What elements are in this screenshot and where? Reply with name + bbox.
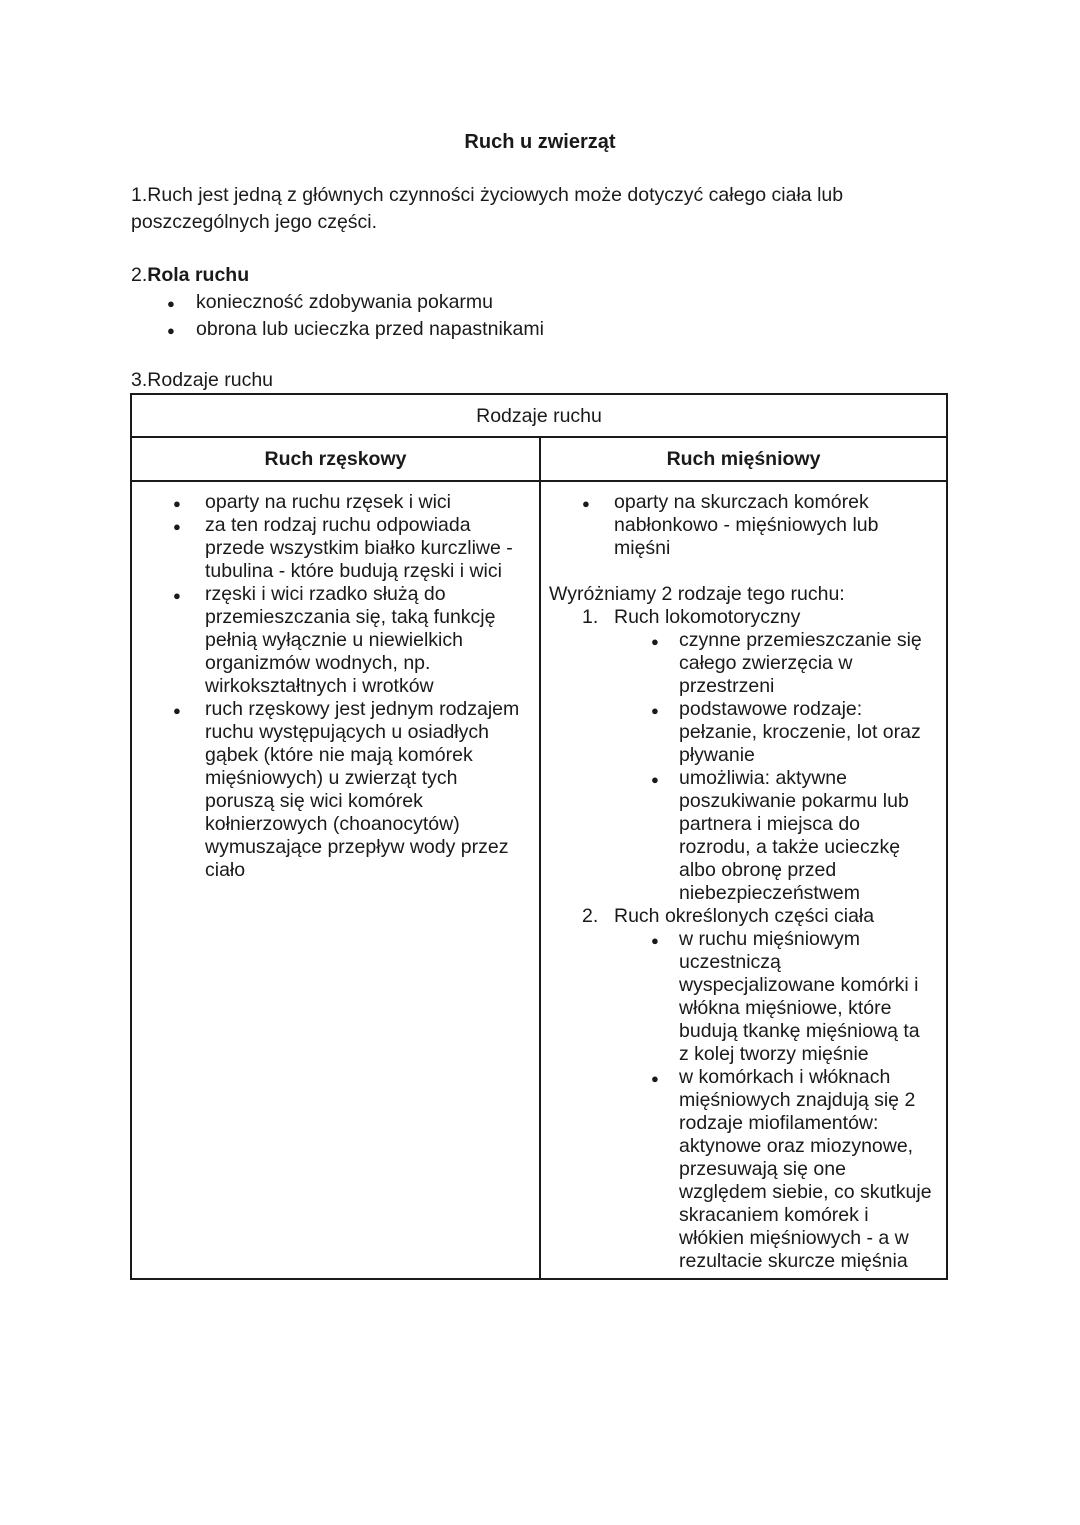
- item-line: ● umożliwia: aktywne: [679, 767, 847, 789]
- muscular-types-list: [541, 606, 946, 1273]
- item-line: przede wszystkim białko kurczliwe -: [205, 537, 513, 559]
- item-line: ● rzęski i wici rzadko służą do: [205, 583, 446, 605]
- ciliary-list: [132, 491, 537, 882]
- item-line: przemieszczania się, taką funkcję: [205, 606, 496, 628]
- type-detail-list: [614, 928, 946, 1273]
- page-title: Ruch u zwierząt: [464, 131, 616, 153]
- item-line: wirkokształtnych i wrotków: [205, 675, 434, 697]
- item-line: rodzaje miofilamentów:: [679, 1112, 879, 1134]
- item-line: aktynowe oraz miozynowe,: [679, 1135, 914, 1157]
- item-line: wyspecjalizowane komórki i: [679, 974, 919, 996]
- item-line: ● podstawowe rodzaje:: [679, 698, 863, 720]
- type-name: Ruch lokomotoryczny: [614, 606, 801, 628]
- item-line: względem siebie, co skutkuje: [679, 1181, 932, 1203]
- type-number: 2.: [582, 905, 599, 927]
- list-item: ● konieczność zdobywania pokarmu: [131, 289, 544, 316]
- item-line: partnera i miejsca do: [679, 813, 861, 835]
- list-item: [132, 514, 537, 583]
- item-line: włókna mięśniowe, które: [679, 997, 892, 1019]
- section-1-line-2: poszczególnych jego części.: [131, 211, 378, 233]
- item-line: ● oparty na ruchu rzęsek i wici: [205, 491, 452, 513]
- item-line: pływanie: [679, 744, 755, 766]
- item-line: organizmów wodnych, np.: [205, 652, 431, 674]
- item-line: nabłonkowo - mięśniowych lub: [614, 514, 879, 536]
- section-2: [131, 262, 544, 343]
- item-line: mięśniowych) u zwierząt tych: [205, 767, 458, 789]
- list-item: ● obrona lub ucieczka przed napastnikami: [131, 316, 544, 343]
- role-list: [131, 289, 544, 343]
- col-header-muscular: Ruch mięśniowy: [541, 438, 946, 482]
- section-3-heading: 3.Rodzaje ruchu: [131, 369, 274, 391]
- item-line: ● w komórkach i włóknach: [679, 1066, 891, 1088]
- item-line: poszukiwanie pokarmu lub: [679, 790, 909, 812]
- list-item: [614, 1066, 946, 1273]
- item-line: pełzanie, kroczenie, lot oraz: [679, 721, 921, 743]
- muscular-cell: [541, 482, 946, 1273]
- item-line: z kolej tworzy mięśnie: [679, 1043, 869, 1065]
- types-table: [130, 393, 948, 1280]
- type-name: Ruch określonych części ciała: [614, 905, 875, 927]
- muscular-intro: Wyróżniamy 2 rodzaje tego ruchu:: [549, 583, 845, 605]
- item-line: budują tkankę mięśniową ta: [679, 1020, 920, 1042]
- list-item: [132, 583, 537, 698]
- item-line: rezultacie skurcze mięśnia: [679, 1250, 908, 1272]
- muscular-top-list: [541, 491, 946, 560]
- item-line: mięśniowych znajdują się 2: [679, 1089, 916, 1111]
- item-line: przestrzeni: [679, 675, 775, 697]
- list-item: [614, 928, 946, 1066]
- item-line: niebezpieczeństwem: [679, 882, 861, 904]
- item-line: tubulina - które budują rzęski i wici: [205, 560, 502, 582]
- movement-type: [541, 905, 946, 1273]
- item-line: ruchu występujących u osiadłych: [205, 721, 489, 743]
- type-number: 1.: [582, 606, 599, 628]
- section-1-line-1: 1.Ruch jest jedną z głównych czynności życiowych może dotyczyć całego ciała lub: [131, 184, 844, 206]
- item-line: albo obronę przed: [679, 859, 837, 881]
- item-line: uczestniczą: [679, 951, 781, 973]
- ciliary-cell: [132, 482, 537, 882]
- section-1-number: 1.: [131, 184, 148, 206]
- list-item: [132, 698, 537, 882]
- item-line: skracaniem komórek i: [679, 1204, 869, 1226]
- type-detail-list: [614, 629, 946, 905]
- item-line: poruszą się wici komórek: [205, 790, 423, 812]
- list-item: [541, 491, 946, 560]
- table-main-header: Rodzaje ruchu: [132, 395, 946, 438]
- list-item: [614, 698, 946, 767]
- item-line: przesuwają się one: [679, 1158, 846, 1180]
- item-line: pełnią wyłącznie u niewielkich: [205, 629, 463, 651]
- item-line: kołnierzowych (choanocytów): [205, 813, 460, 835]
- list-item: [614, 629, 946, 698]
- item-line: całego zwierzęcia w: [679, 652, 853, 674]
- item-line: rozrodu, a także ucieczkę: [679, 836, 901, 858]
- item-line: wymuszające przepływ wody przez: [205, 836, 509, 858]
- item-line: włókien mięśniowych - a w: [679, 1227, 909, 1249]
- item-line: ● ruch rzęskowy jest jednym rodzajem: [205, 698, 520, 720]
- item-line: mięśni: [614, 537, 671, 559]
- item-line: ● oparty na skurczach komórek: [614, 491, 869, 513]
- section-2-heading: 2.Rola ruchu: [131, 264, 250, 286]
- col-header-ciliary: Ruch rzęskowy: [132, 438, 539, 482]
- list-item: [614, 767, 946, 905]
- item-line: ● czynne przemieszczanie się: [679, 629, 922, 651]
- section-1-paragraph: [131, 182, 931, 236]
- item-line: gąbek (które nie mają komórek: [205, 744, 473, 766]
- list-item: [132, 491, 537, 514]
- item-line: ciało: [205, 859, 246, 881]
- item-line: ● za ten rodzaj ruchu odpowiada: [205, 514, 471, 536]
- movement-type: [541, 606, 946, 905]
- item-line: ● w ruchu mięśniowym: [679, 928, 860, 950]
